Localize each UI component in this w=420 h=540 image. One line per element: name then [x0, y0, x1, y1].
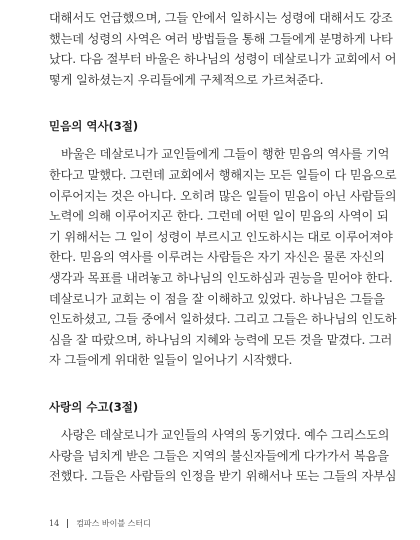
text-line: 전했다. 그들은 사람들의 인정을 받기 위해서나 또는 그들의 자부심 — [49, 469, 397, 484]
paragraph-faith — [49, 144, 397, 371]
footer-divider — [67, 519, 68, 528]
text-line: 생각과 목표를 내려놓고 하나님의 인도하심과 권능을 믿어야 한다. — [49, 270, 393, 285]
text-line: 했는데 성령의 사역은 여러 방법들을 통해 그들에게 분명하게 나타 — [49, 31, 393, 46]
text-line: 났다. 다음 절부터 바울은 하나님의 성령이 데살로니가 교회에서 어 — [49, 52, 397, 67]
text-line: 자 그들에게 위대한 일들이 일어나기 시작했다. — [49, 353, 293, 368]
paragraph-love — [49, 425, 397, 487]
text-line: 노력에 의해 이루어지곤 한다. 그런데 어떤 일이 믿음의 사역이 되 — [49, 209, 389, 224]
text-line: 바울은 데살로니가 교인들에게 그들이 행한 믿음의 역사를 기억 — [61, 147, 390, 162]
section-heading-love: 사랑의 수고(3절) — [49, 399, 139, 414]
text-line: 한다. 믿음의 역사를 이루려는 사람들은 자기 자신은 물론 자신의 — [49, 250, 385, 265]
book-title: 컴파스 바이블 스터디 — [76, 519, 151, 528]
page-content — [49, 8, 397, 487]
paragraph-intro — [49, 8, 397, 90]
text-line: 심을 잘 따랐으며, 하나님의 지혜와 능력에 모든 것을 맡겼다. 그러 — [49, 332, 393, 347]
text-line: 떻게 일하셨는지 우리들에게 구체적으로 가르쳐준다. — [49, 72, 324, 87]
text-line: 대해서도 언급했으며, 그들 안에서 일하시는 성령에 대해서도 강조 — [49, 11, 393, 25]
section-heading-faith: 믿음의 역사(3절) — [49, 119, 139, 134]
page-footer — [49, 518, 151, 529]
text-line: 기 위해서는 그 일이 성령이 부르시고 인도하시는 대로 이루어져야 — [49, 229, 393, 244]
text-line: 인도하셨고, 그들 중에서 일하셨다. 그리고 그들은 하나님의 인도하 — [49, 312, 397, 327]
text-line: 사랑을 넘치게 받은 그들은 지역의 불신자들에게 다가가서 복음을 — [49, 448, 389, 463]
page-number: 14 — [49, 519, 60, 528]
text-line: 한다고 말했다. 그런데 교회에서 행해지는 모든 일들이 다 믿음으로 — [49, 167, 397, 182]
text-line: 사랑은 데살로니가 교인들의 사역의 동기였다. 예수 그리스도의 — [61, 427, 390, 442]
text-line: 이루어지는 것은 아니다. 오히려 많은 일들이 믿음이 아닌 사람들의 — [49, 188, 397, 203]
text-line: 데살로니가 교회는 이 점을 잘 이해하고 있었다. 하나님은 그들을 — [49, 291, 385, 306]
